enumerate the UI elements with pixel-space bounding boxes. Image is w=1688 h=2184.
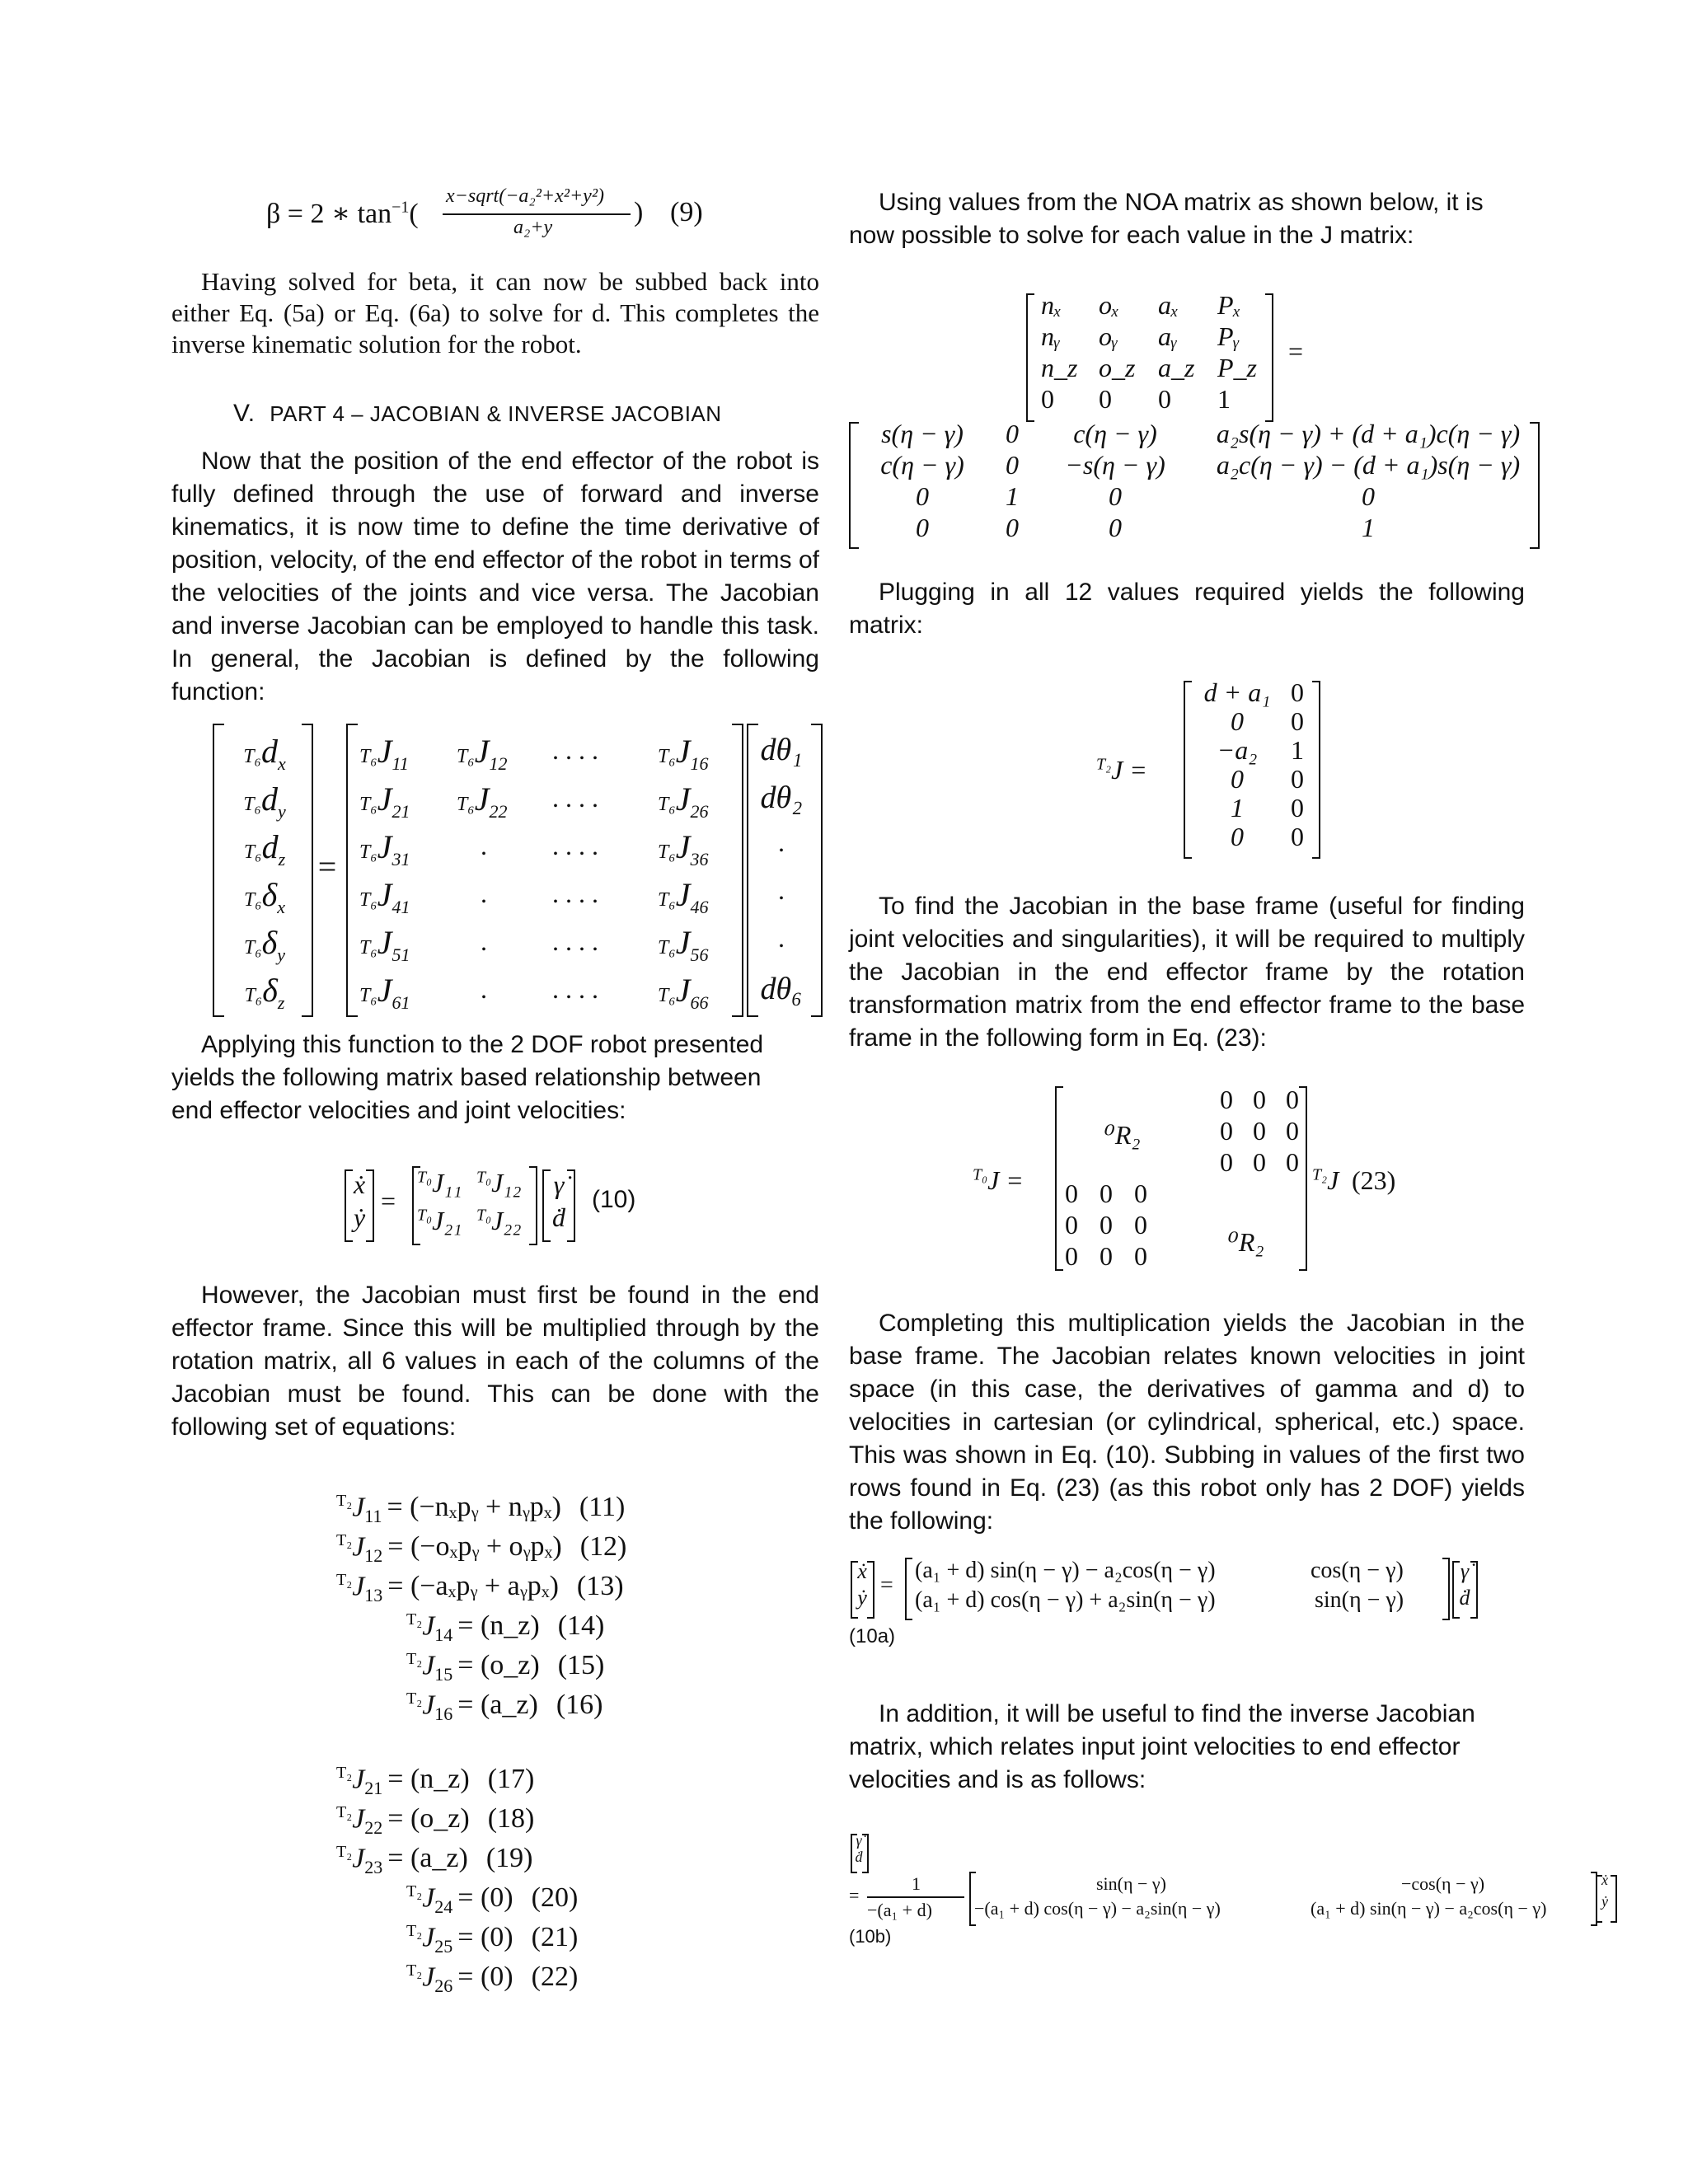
eq-rhs: = (o_z)	[387, 1803, 470, 1835]
eq-label: (19)	[485, 1843, 533, 1874]
matrix-cell: c(η − γ)	[880, 450, 964, 480]
eq-rhs: = (0)	[457, 1882, 513, 1914]
noa-cell: oᵧ	[1099, 321, 1118, 351]
eq-subscript: 22	[364, 1817, 383, 1839]
eq9-numerator: x−sqrt(−a₂²+x²+y²)	[446, 185, 604, 207]
paragraph-plugging: Plugging in all 12 values required yields the following matrix:	[849, 579, 1525, 639]
paragraph-noa: Using values from the NOA matrix as shown below, it is now possible to solve for each value in the J matrix:	[849, 189, 1484, 249]
eq-subscript: 14	[434, 1624, 453, 1646]
eq9-label: (9)	[670, 197, 703, 227]
matrix-cell: a₂c(η − γ) − (d + a₁)s(η − γ)	[1216, 450, 1521, 480]
section-number: V.	[233, 400, 256, 427]
paragraph-jacobian-intro: Now that the position of the end effector of the robot is fully defined through the use of forward and inverse kinematics, it is now time to define the time derivative of position, velocity, of the end effector of the robot in terms of the velocities of the joints and vice versa. The Jacobian and inverse Jacobian can be employed to handle this task. In general, the Jacobian is defined by the following function:	[171, 448, 819, 705]
noa-cell: nₓ	[1041, 290, 1062, 320]
general-jacobian-equation: $T_6d_x$ $T_6d_y$ $T_6d_z$ $T_6\delta_x$ $T_6\delta_y$ $T_6\delta_z$ = $T_6J_{11}$ $T_6J_{12}$ . . . . $T_6J_{16}$ $T_6J_{21}$ $T_6J_{22}$ . . . . $T_6J_{26}$ $T_6J_{31}$ . . . . . $T_6J_{36}$ $T_6J_{41}$ . . . . . $T_6J_{46}$ $T_6J_{51}$ . . . . . $T_6J_{56}$ $T_6J_{61}$ . . . . . $T_6J_{66}$ dθ₁ dθ₂ . . . dθ₆	[213, 724, 823, 1022]
t2j-cell: 0	[1231, 764, 1244, 794]
eq-rhs: = (a_z)	[387, 1843, 468, 1874]
noa-cell: 0	[1158, 384, 1171, 414]
zero-cell: 0	[1286, 1085, 1299, 1114]
eq-subscript: 16	[434, 1704, 453, 1725]
eq-subscript: 24	[434, 1896, 453, 1918]
noa-cell: a_z	[1158, 353, 1195, 382]
t2-jacobian-matrix: $^{T_2}$J = d + a₁ 0 −a₂ 0 1 0 0 0 1 0 0 0	[1096, 681, 1343, 862]
zero-cell: 0	[1220, 1085, 1233, 1114]
matrix-cell: 0	[916, 513, 929, 542]
matrix-cell: 0	[1362, 481, 1375, 511]
eq9-lhs: β = 2 ∗ tan	[266, 199, 392, 229]
eq-symbol: J	[352, 1843, 365, 1874]
zero-cell: 0	[1134, 1241, 1147, 1271]
matrix-cell: 0	[1006, 450, 1019, 480]
eq-symbol: J	[422, 1961, 435, 1993]
eq-rhs: = (n_z)	[457, 1610, 540, 1642]
jacobian-equation	[406, 1650, 604, 1685]
t2j-cell: 0	[1291, 677, 1304, 707]
eq-label: (14)	[557, 1610, 605, 1642]
eq-symbol: J	[422, 1882, 435, 1914]
paragraph-beta: Having solved for beta, it can now be subbed back into either Eq. (5a) or Eq. (6a) to solve for d. This completes the inverse kinematic solution for the robot.	[171, 267, 819, 359]
zero-cell: 0	[1286, 1147, 1299, 1177]
noa-cell: 0	[1099, 384, 1112, 414]
eq-rhs: = (−aₓpᵧ + aᵧpₓ)	[387, 1571, 559, 1602]
zero-cell: 0	[1065, 1241, 1078, 1271]
paragraph-inverse: In addition, it will be useful to find the inverse Jacobian matrix, which relates input joint velocities to end effector velocities and is as follows:	[849, 1700, 1475, 1793]
eq-symbol: J	[422, 1690, 435, 1721]
eq-symbol: J	[352, 1531, 365, 1563]
noa-cell: 0	[1041, 384, 1054, 414]
eq-superscript: T₂	[406, 1882, 423, 1900]
eq-superscript: T₂	[336, 1571, 353, 1589]
matrix-cell: 1	[1362, 513, 1375, 542]
eq-superscript: T₂	[336, 1492, 353, 1510]
matrix-cell: 0	[1006, 419, 1019, 448]
zero-cell: 0	[1253, 1085, 1266, 1114]
zero-cell: 0	[1134, 1210, 1147, 1240]
noa-cell: n_z	[1041, 353, 1078, 382]
t2j-cell: 0	[1291, 764, 1304, 794]
t2j-cell: d + a₁	[1203, 677, 1271, 707]
eq-superscript: T₂	[336, 1531, 353, 1549]
eq-superscript: T₂	[406, 1610, 423, 1629]
jacobian-equation	[406, 1961, 578, 1997]
matrix-cell: 0	[1006, 513, 1019, 542]
eq-symbol: J	[352, 1803, 365, 1835]
noa-cell: Pₓ	[1217, 290, 1241, 320]
jacobian-equation	[406, 1922, 578, 1957]
jacobian-equation	[336, 1492, 625, 1527]
eq-superscript: T₂	[406, 1961, 423, 1980]
eq-subscript: 11	[364, 1506, 382, 1527]
eq-label: (13)	[576, 1571, 624, 1602]
noa-cell: oₓ	[1099, 290, 1120, 320]
eq-symbol: J	[422, 1610, 435, 1642]
matrix-cell: 1	[1006, 481, 1019, 511]
equation-9: β = 2 ∗ $\tan^{-1}$( x−sqrt(−a₂²+x²+y²) a₂+y ) (9)	[266, 185, 703, 238]
t2j-cell: 0	[1291, 706, 1304, 736]
eq-superscript: T₂	[406, 1650, 423, 1668]
noa-cell: Pᵧ	[1217, 321, 1240, 351]
zero-cell: 0	[1065, 1179, 1078, 1208]
eq-subscript: 15	[434, 1664, 453, 1685]
eq-superscript: T₂	[336, 1764, 353, 1782]
zero-cell: 0	[1286, 1116, 1299, 1146]
t2j-cell: 1	[1291, 735, 1304, 765]
matrix-cell: s(η − γ)	[881, 419, 964, 448]
zero-cell: 0	[1253, 1116, 1266, 1146]
eq-rhs: = (−oₓpᵧ + oᵧpₓ)	[387, 1531, 562, 1563]
jacobian-equation	[336, 1803, 534, 1839]
t2j-cell: 1	[1231, 793, 1244, 823]
eq-rhs: = (n_z)	[387, 1764, 470, 1795]
zero-cell: 0	[1134, 1179, 1147, 1208]
t2j-cell: 0	[1231, 822, 1244, 851]
noa-matrix: nₓ oₓ aₓ Pₓ nᵧ oᵧ aᵧ Pᵧ n_z o_z a_z P_z 0 0 0 1 =	[1026, 293, 1356, 424]
transformation-matrix	[849, 419, 1550, 554]
eq-subscript: 21	[364, 1778, 383, 1799]
eq-label: (12)	[579, 1531, 627, 1563]
eq-rhs: = (o_z)	[457, 1650, 540, 1681]
noa-cell: P_z	[1217, 353, 1257, 382]
t2j-cell: 0	[1291, 793, 1304, 823]
matrix-cell: 0	[1109, 513, 1122, 542]
eq-label: (16)	[556, 1690, 603, 1721]
zero-cell: 0	[1220, 1116, 1233, 1146]
eq-symbol: J	[352, 1764, 365, 1795]
jacobian-equation	[406, 1690, 603, 1725]
equation-23: $^{T_0}$J = ⁰R₂ ⁰R₂ 0 0 0 0 0 0 0 0 0 0 0 0 0 0 0 0 0 0 $^{T_2}$J (23)	[973, 1085, 1396, 1271]
noa-cell: nᵧ	[1041, 321, 1061, 351]
noa-cell: 1	[1217, 384, 1231, 414]
eq-label: (21)	[531, 1922, 579, 1953]
eq-subscript: 13	[364, 1585, 383, 1606]
zero-cell: 0	[1065, 1210, 1078, 1240]
t2j-cell: 0	[1291, 822, 1304, 851]
eq-symbol: J	[422, 1922, 435, 1953]
eq-label: (17)	[487, 1764, 535, 1795]
zero-cell: 0	[1100, 1179, 1113, 1208]
eq-rhs: = (0)	[457, 1961, 513, 1993]
t2j-cell: 0	[1231, 706, 1244, 736]
t2j-cell: −a₂	[1217, 735, 1258, 765]
paragraph-2dof: Applying this function to the 2 DOF robot presented yields the following matrix based relationship between end effector velocities and joint velocities:	[171, 1031, 764, 1124]
eq-superscript: T₂	[336, 1843, 353, 1861]
eq-label: (11)	[579, 1492, 626, 1523]
section-title: PART 4 – JACOBIAN & INVERSE JACOBIAN	[270, 401, 722, 426]
zero-cell: 0	[1100, 1241, 1113, 1271]
equation-10a: ẋ ẏ = (a₁ + d) sin(η − γ) − a₂cos(η − γ) cos(η − γ) (a₁ + d) cos(η − γ) + a₂sin(η − γ) sin(η − γ) γ̇ ḋ (10a)	[849, 1558, 1525, 1665]
eq-subscript: 26	[434, 1975, 453, 1997]
jacobian-equation	[336, 1843, 532, 1878]
matrix-cell: 0	[1109, 481, 1122, 511]
zero-cell: 0	[1220, 1147, 1233, 1177]
zero-cell: 0	[1100, 1210, 1113, 1240]
paragraph-completing: Completing this multiplication yields the Jacobian in the base frame. The Jacobian relates known velocities in joint space (in this case, the derivatives of gamma and d) to velocities in cartesian (or cylindrical, spherical, etc.) space. This was shown in Eq. (10). Subbing in values of the first two rows found in Eq. (23) (as this robot only has 2 DOF) yields the following:	[849, 1310, 1525, 1535]
noa-cell: aᵧ	[1158, 321, 1178, 351]
matrix-cell: 0	[916, 481, 929, 511]
matrix-cell: −s(η − γ)	[1065, 450, 1165, 480]
jacobian-equation	[406, 1882, 578, 1918]
paragraph-end-effector: However, the Jacobian must first be found in the end effector frame. Since this will be multiplied through by the rotation matrix, all 6 values in each of the columns of the Jacobian must be found. This can be done with the following set of equations:	[171, 1282, 819, 1441]
eq-label: (22)	[531, 1961, 579, 1993]
section-heading	[233, 400, 722, 428]
eq9-denominator: a₂+y	[513, 217, 553, 238]
eq9-exp: −1	[392, 198, 410, 217]
jacobian-equation	[336, 1531, 626, 1567]
jacobian-element-equations	[171, 1492, 823, 2019]
eq-symbol: J	[422, 1650, 435, 1681]
eq-superscript: T₂	[406, 1922, 423, 1940]
zero-cell: 0	[1253, 1147, 1266, 1177]
noa-cell: aₓ	[1158, 290, 1179, 320]
equation-10: ẋ ẏ = $^{T_0}$J₁₁ $^{T_0}$J₁₂ $^{T_0}$J₂₁ $^{T_0}$J₂₂ γ̇ ḋ (10)	[345, 1166, 724, 1249]
eq-label: (15)	[557, 1650, 605, 1681]
eq-subscript: 12	[364, 1545, 383, 1567]
eq-label: (18)	[487, 1803, 535, 1835]
equation-10b: γ̇ ḋ = 1 −(a₁ + d) sin(η − γ) −cos(η − γ) −(a₁ + d) cos(η − γ) − a₂sin(η − γ) (a₁ + d) sin(η − γ) − a₂cos(η − γ) ẋ ẏ (10b)	[849, 1834, 1624, 1949]
noa-cell: o_z	[1099, 353, 1136, 382]
eq-superscript: T₂	[336, 1803, 353, 1821]
jacobian-equation	[406, 1610, 604, 1646]
eq-subscript: 25	[434, 1936, 453, 1957]
matrix-cell: a₂s(η − γ) + (d + a₁)c(η − γ)	[1216, 419, 1521, 448]
matrix-cell: c(η − γ)	[1073, 419, 1157, 448]
jacobian-equation	[336, 1571, 624, 1606]
eq-symbol: J	[352, 1492, 365, 1523]
jacobian-equation	[336, 1764, 534, 1799]
eq-symbol: J	[352, 1571, 365, 1602]
eq-rhs: = (−nₓpᵧ + nᵧpₓ)	[387, 1492, 561, 1523]
paragraph-base-frame: To find the Jacobian in the base frame (useful for finding joint velocities and singularities), it will be required to multiply the Jacobian in the end effector frame by the rotation transformation matrix from the end effector frame to the base frame in the following form in Eq. (23):	[849, 893, 1525, 1052]
eq-label: (20)	[531, 1882, 579, 1914]
eq-rhs: = (0)	[457, 1922, 513, 1953]
eq-rhs: = (a_z)	[457, 1690, 538, 1721]
eq-subscript: 23	[364, 1857, 383, 1878]
eq-superscript: T₂	[406, 1690, 423, 1708]
